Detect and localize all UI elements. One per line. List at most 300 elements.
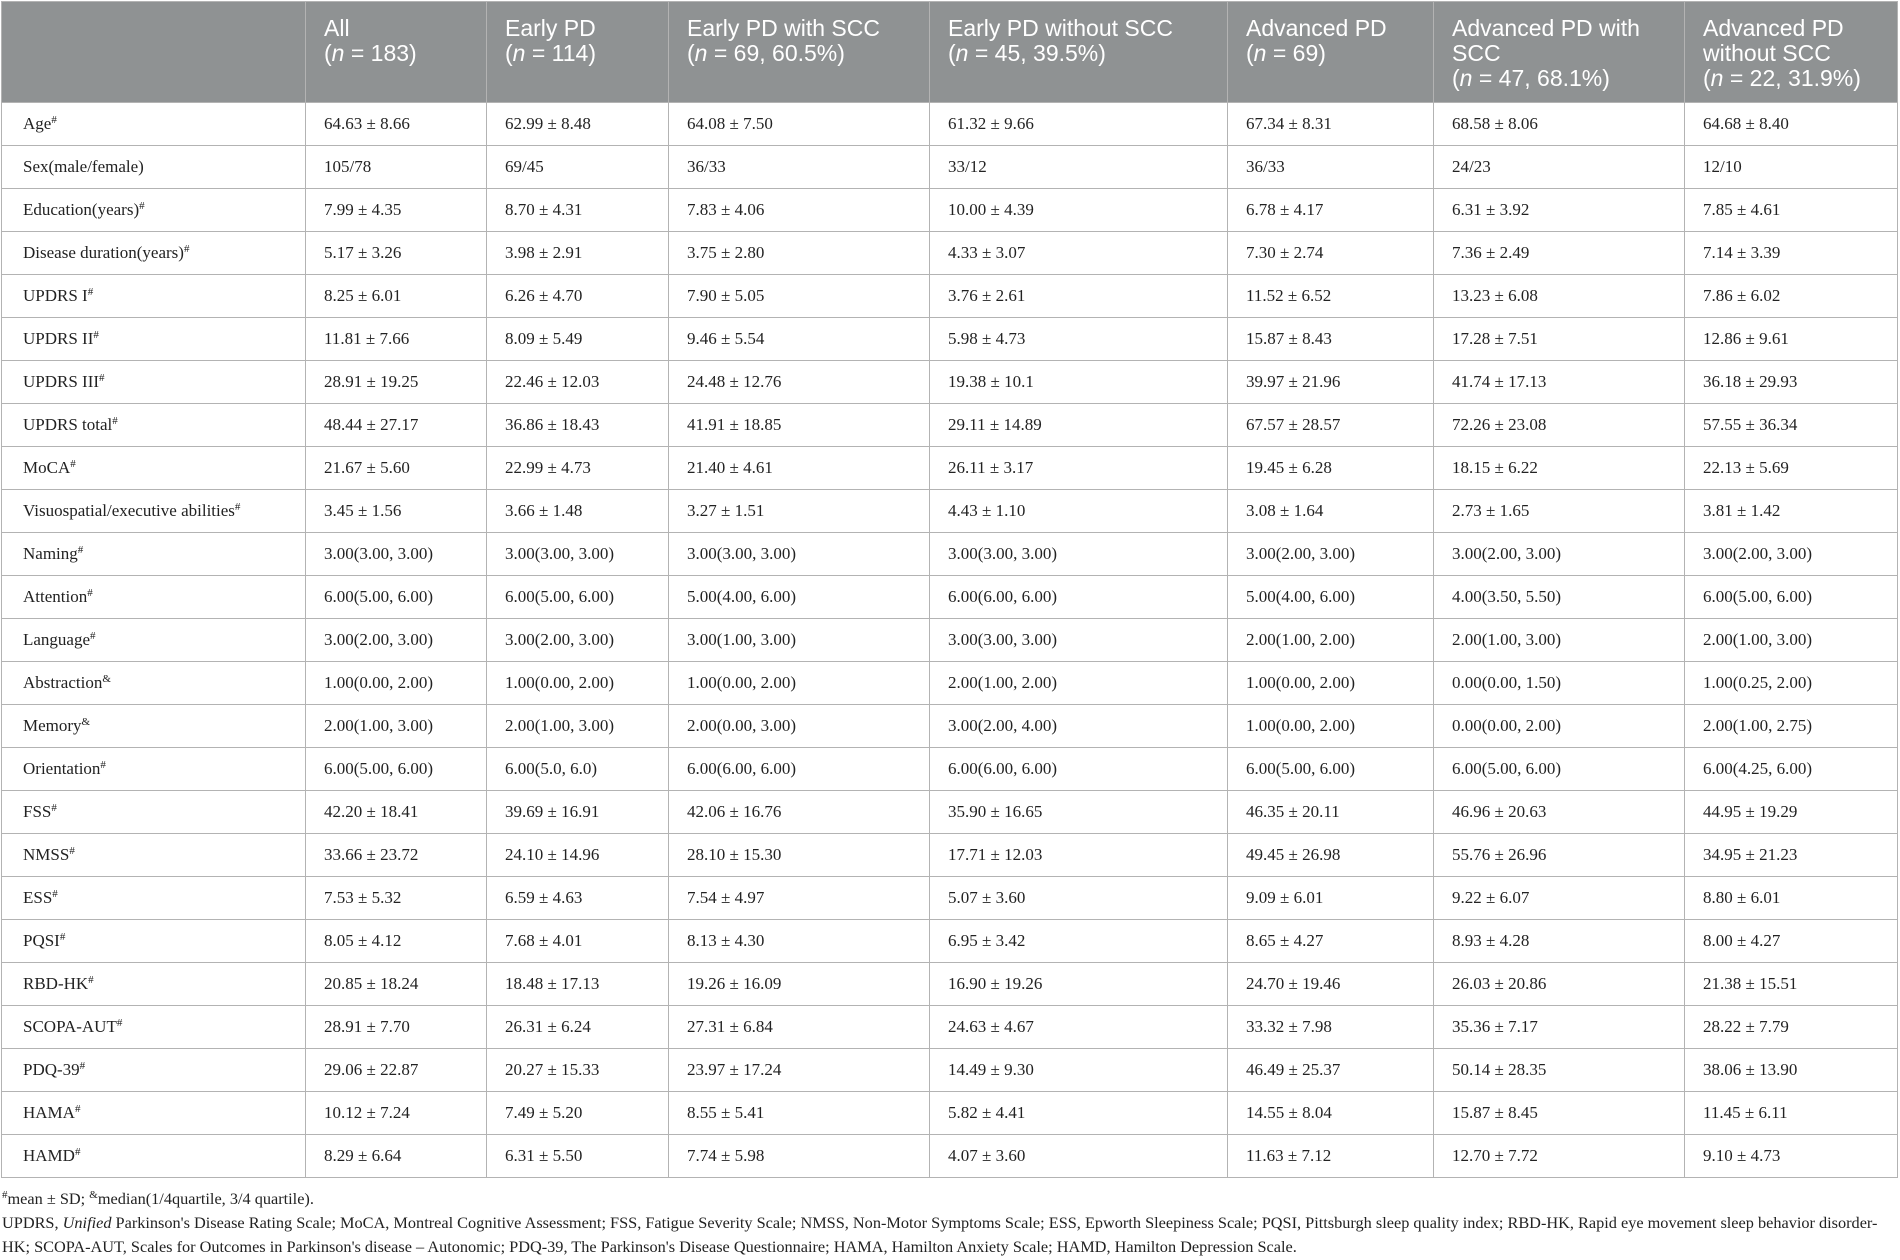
row-label-marker: & (81, 716, 91, 728)
value-cell: 3.00(2.00, 3.00) (1685, 533, 1898, 576)
row-label-cell (2, 963, 306, 1006)
value-cell: 67.57 ± 28.57 (1228, 404, 1434, 447)
row-label: PQSI (23, 931, 60, 950)
value-cell: 7.99 ± 4.35 (306, 189, 487, 232)
value-cell: 46.49 ± 25.37 (1228, 1049, 1434, 1092)
abbreviation-lead: UPDRS, (2, 1213, 63, 1232)
value-cell: 68.58 ± 8.06 (1434, 103, 1685, 146)
value-cell: 8.09 ± 5.49 (487, 318, 669, 361)
n-symbol: n (694, 40, 708, 66)
value-cell: 10.00 ± 4.39 (930, 189, 1228, 232)
row-label: HAMA (23, 1103, 75, 1122)
table-row (2, 1006, 1898, 1049)
table-row (2, 963, 1898, 1006)
column-header-n: (n = 69) (1246, 40, 1326, 66)
table-row (2, 447, 1898, 490)
value-cell: 24/23 (1434, 146, 1685, 189)
row-label-cell (2, 189, 306, 232)
table-row (2, 361, 1898, 404)
value-cell: 3.98 ± 2.91 (487, 232, 669, 275)
value-cell: 1.00(0.00, 2.00) (669, 662, 930, 705)
row-label-marker: & (102, 673, 111, 685)
table-row (2, 232, 1898, 275)
row-label-cell (2, 103, 306, 146)
value-cell: 57.55 ± 36.34 (1685, 404, 1898, 447)
table-row (2, 619, 1898, 662)
row-label-cell (2, 705, 306, 748)
value-cell: 3.08 ± 1.64 (1228, 490, 1434, 533)
value-cell: 64.08 ± 7.50 (669, 103, 930, 146)
table-row (2, 1049, 1898, 1092)
value-cell: 64.63 ± 8.66 (306, 103, 487, 146)
value-cell: 6.95 ± 3.42 (930, 920, 1228, 963)
value-cell: 20.27 ± 15.33 (487, 1049, 669, 1092)
value-cell: 8.00 ± 4.27 (1685, 920, 1898, 963)
row-label-cell (2, 791, 306, 834)
column-header-n: (n = 22, 31.9%) (1703, 65, 1861, 91)
value-cell: 19.38 ± 10.1 (930, 361, 1228, 404)
table-row (2, 662, 1898, 705)
value-cell: 72.26 ± 23.08 (1434, 404, 1685, 447)
value-cell: 6.31 ± 3.92 (1434, 189, 1685, 232)
row-label-marker: # (234, 501, 241, 513)
value-cell: 6.00(6.00, 6.00) (669, 748, 930, 791)
value-cell: 6.59 ± 4.63 (487, 877, 669, 920)
value-cell: 4.43 ± 1.10 (930, 490, 1228, 533)
value-cell: 5.17 ± 3.26 (306, 232, 487, 275)
row-label: PDQ-39 (23, 1060, 80, 1079)
value-cell: 7.30 ± 2.74 (1228, 232, 1434, 275)
column-header-n: (n = 69, 60.5%) (687, 40, 845, 66)
value-cell: 69/45 (487, 146, 669, 189)
value-cell: 3.00(3.00, 3.00) (669, 533, 930, 576)
value-cell: 33/12 (930, 146, 1228, 189)
value-cell: 0.00(0.00, 2.00) (1434, 705, 1685, 748)
value-cell: 35.90 ± 16.65 (930, 791, 1228, 834)
value-cell: 7.85 ± 4.61 (1685, 189, 1898, 232)
value-cell: 26.11 ± 3.17 (930, 447, 1228, 490)
value-cell: 67.34 ± 8.31 (1228, 103, 1434, 146)
value-cell: 20.85 ± 18.24 (306, 963, 487, 1006)
row-label-marker: # (51, 802, 57, 814)
row-label: SCOPA-AUT (23, 1017, 117, 1036)
value-cell: 5.07 ± 3.60 (930, 877, 1228, 920)
row-label-marker: # (74, 1146, 81, 1158)
table-row (2, 834, 1898, 877)
row-label: Attention (23, 587, 88, 606)
column-header-name: Early PD without SCC (948, 15, 1173, 41)
value-cell: 2.00(1.00, 3.00) (487, 705, 669, 748)
value-cell: 12.86 ± 9.61 (1685, 318, 1898, 361)
abbreviation-text: Parkinson's Disease Rating Scale; MoCA, Montreal Cognitive Assessment; FSS, Fatigue Severity Scale; NMSS, Non-Motor Symptoms Scale; ESS, Epworth Sleepiness Scale; PQSI, Pittsburgh sleep quality index; RBD-HK, Rapid eye movement sleep behavior disorder-HK; SCOPA-AUT, Scales for Outcomes in Parkinson's disease – Autonomic; PDQ-39, The Parkinson's Disease Questionnaire; HAMA, Hamilton Anxiety Scale; HAMD, Hamilton Depression Scale. (2, 1213, 1878, 1256)
value-cell: 28.10 ± 15.30 (669, 834, 930, 877)
value-cell: 3.00(3.00, 3.00) (930, 619, 1228, 662)
row-label-cell (2, 533, 306, 576)
value-cell: 9.46 ± 5.54 (669, 318, 930, 361)
value-cell: 9.10 ± 4.73 (1685, 1135, 1898, 1178)
row-label-cell (2, 404, 306, 447)
value-cell: 35.36 ± 7.17 (1434, 1006, 1685, 1049)
n-symbol: n (1459, 65, 1473, 91)
value-cell: 33.66 ± 23.72 (306, 834, 487, 877)
table-row (2, 576, 1898, 619)
row-label-marker: # (93, 329, 99, 341)
row-label-cell (2, 490, 306, 533)
value-cell: 36.86 ± 18.43 (487, 404, 669, 447)
row-label-marker: # (70, 458, 76, 470)
value-cell: 19.26 ± 16.09 (669, 963, 930, 1006)
table-body (2, 103, 1898, 1178)
value-cell: 28.22 ± 7.79 (1685, 1006, 1898, 1049)
row-label: HAMD (23, 1146, 75, 1165)
row-label-cell (2, 275, 306, 318)
row-label-cell (2, 1006, 306, 1049)
abbreviations-footnote (2, 1211, 1894, 1259)
table-row (2, 533, 1898, 576)
value-cell: 23.97 ± 17.24 (669, 1049, 930, 1092)
row-label-marker: # (74, 1103, 81, 1115)
value-cell: 8.65 ± 4.27 (1228, 920, 1434, 963)
row-label-marker: # (99, 372, 105, 384)
value-cell: 17.71 ± 12.03 (930, 834, 1228, 877)
row-label-marker: # (100, 759, 106, 771)
value-cell: 27.31 ± 6.84 (669, 1006, 930, 1049)
value-cell: 8.25 ± 6.01 (306, 275, 487, 318)
row-label-cell (2, 662, 306, 705)
row-label-marker: # (88, 974, 94, 986)
row-label-cell (2, 232, 306, 275)
table-row (2, 748, 1898, 791)
row-label: Language (23, 630, 91, 649)
value-cell: 3.76 ± 2.61 (930, 275, 1228, 318)
column-header-n: (n = 183) (324, 40, 417, 66)
value-cell: 3.00(2.00, 3.00) (487, 619, 669, 662)
table-footnotes (2, 1187, 1894, 1259)
value-cell: 39.69 ± 16.91 (487, 791, 669, 834)
table-row (2, 189, 1898, 232)
n-symbol: n (512, 40, 526, 66)
value-cell: 55.76 ± 26.96 (1434, 834, 1685, 877)
value-cell: 8.70 ± 4.31 (487, 189, 669, 232)
value-cell: 6.31 ± 5.50 (487, 1135, 669, 1178)
value-cell: 26.03 ± 20.86 (1434, 963, 1685, 1006)
value-cell: 2.00(1.00, 3.00) (306, 705, 487, 748)
table-row (2, 318, 1898, 361)
value-cell: 41.91 ± 18.85 (669, 404, 930, 447)
value-cell: 7.54 ± 4.97 (669, 877, 930, 920)
value-cell: 4.33 ± 3.07 (930, 232, 1228, 275)
table-row (2, 791, 1898, 834)
value-cell: 3.00(3.00, 3.00) (487, 533, 669, 576)
table-row (2, 877, 1898, 920)
row-label-cell (2, 748, 306, 791)
column-header (669, 2, 930, 103)
value-cell: 1.00(0.00, 2.00) (1228, 662, 1434, 705)
value-cell: 42.06 ± 16.76 (669, 791, 930, 834)
value-cell: 3.00(2.00, 3.00) (1434, 533, 1685, 576)
value-cell: 0.00(0.00, 1.50) (1434, 662, 1685, 705)
column-header (1685, 2, 1898, 103)
row-label-marker: # (139, 200, 145, 212)
column-header (1228, 2, 1434, 103)
value-cell: 6.00(4.25, 6.00) (1685, 748, 1898, 791)
value-cell: 4.00(3.50, 5.50) (1434, 576, 1685, 619)
row-label: Education(years) (23, 200, 140, 219)
row-label: Naming (23, 544, 78, 563)
value-cell: 1.00(0.25, 2.00) (1685, 662, 1898, 705)
row-label-cell (2, 447, 306, 490)
value-cell: 15.87 ± 8.45 (1434, 1092, 1685, 1135)
value-cell: 7.74 ± 5.98 (669, 1135, 930, 1178)
mean-sd-note: mean ± SD; (7, 1189, 90, 1208)
value-cell: 24.63 ± 4.67 (930, 1006, 1228, 1049)
table-row (2, 920, 1898, 963)
row-label: Sex(male/female) (23, 157, 144, 176)
row-label-cell (2, 318, 306, 361)
row-label: UPDRS total (23, 415, 113, 434)
value-cell: 26.31 ± 6.24 (487, 1006, 669, 1049)
row-label: ESS (23, 888, 53, 907)
value-cell: 24.70 ± 19.46 (1228, 963, 1434, 1006)
value-cell: 6.00(6.00, 6.00) (930, 576, 1228, 619)
column-header-name: All (324, 15, 350, 41)
value-cell: 3.00(3.00, 3.00) (930, 533, 1228, 576)
value-cell: 7.49 ± 5.20 (487, 1092, 669, 1135)
value-cell: 8.55 ± 5.41 (669, 1092, 930, 1135)
value-cell: 3.00(2.00, 4.00) (930, 705, 1228, 748)
row-label: UPDRS III (23, 372, 100, 391)
n-symbol: n (1710, 65, 1724, 91)
value-cell: 21.40 ± 4.61 (669, 447, 930, 490)
column-header-name: Advanced PD without SCC (1703, 15, 1844, 66)
value-cell: 14.55 ± 8.04 (1228, 1092, 1434, 1135)
value-cell: 7.14 ± 3.39 (1685, 232, 1898, 275)
row-label-cell (2, 146, 306, 189)
value-cell: 7.83 ± 4.06 (669, 189, 930, 232)
value-cell: 3.81 ± 1.42 (1685, 490, 1898, 533)
row-label: UPDRS I (23, 286, 88, 305)
value-cell: 22.13 ± 5.69 (1685, 447, 1898, 490)
value-cell: 12.70 ± 7.72 (1434, 1135, 1685, 1178)
row-label-marker: # (87, 587, 93, 599)
value-cell: 29.06 ± 22.87 (306, 1049, 487, 1092)
row-label-cell (2, 1135, 306, 1178)
value-cell: 6.00(5.00, 6.00) (306, 576, 487, 619)
value-cell: 8.13 ± 4.30 (669, 920, 930, 963)
value-cell: 9.22 ± 6.07 (1434, 877, 1685, 920)
statistics-footnote (2, 1187, 1894, 1211)
row-label-marker: # (112, 415, 118, 427)
value-cell: 4.07 ± 3.60 (930, 1135, 1228, 1178)
row-label-cell (2, 920, 306, 963)
value-cell: 8.80 ± 6.01 (1685, 877, 1898, 920)
column-header (930, 2, 1228, 103)
row-label-marker: # (90, 630, 96, 642)
value-cell: 6.00(5.00, 6.00) (487, 576, 669, 619)
row-label-cell (2, 361, 306, 404)
value-cell: 62.99 ± 8.48 (487, 103, 669, 146)
value-cell: 21.38 ± 15.51 (1685, 963, 1898, 1006)
row-label-cell (2, 1092, 306, 1135)
value-cell: 8.05 ± 4.12 (306, 920, 487, 963)
header-row (2, 2, 1898, 103)
value-cell: 3.75 ± 2.80 (669, 232, 930, 275)
n-symbol: n (955, 40, 969, 66)
column-header-name: Early PD (505, 15, 596, 41)
value-cell: 8.93 ± 4.28 (1434, 920, 1685, 963)
column-header (306, 2, 487, 103)
value-cell: 61.32 ± 9.66 (930, 103, 1228, 146)
value-cell: 6.00(5.00, 6.00) (1228, 748, 1434, 791)
value-cell: 9.09 ± 6.01 (1228, 877, 1434, 920)
value-cell: 11.81 ± 7.66 (306, 318, 487, 361)
row-label-cell (2, 576, 306, 619)
value-cell: 49.45 ± 26.98 (1228, 834, 1434, 877)
row-label-marker: # (87, 286, 94, 298)
value-cell: 6.00(5.00, 6.00) (1434, 748, 1685, 791)
column-header-name: Advanced PD (1246, 15, 1387, 41)
table-row (2, 490, 1898, 533)
value-cell: 36/33 (1228, 146, 1434, 189)
value-cell: 36.18 ± 29.93 (1685, 361, 1898, 404)
ampersand-marker: & (89, 1189, 98, 1201)
n-symbol: n (331, 40, 345, 66)
value-cell: 2.00(1.00, 2.00) (930, 662, 1228, 705)
value-cell: 6.26 ± 4.70 (487, 275, 669, 318)
value-cell: 1.00(0.00, 2.00) (306, 662, 487, 705)
table-row (2, 404, 1898, 447)
row-label: Visuospatial/executive abilities (23, 501, 235, 520)
value-cell: 28.91 ± 19.25 (306, 361, 487, 404)
row-label: RBD-HK (23, 974, 89, 993)
value-cell: 22.99 ± 4.73 (487, 447, 669, 490)
row-label-marker: # (51, 114, 57, 126)
value-cell: 39.97 ± 21.96 (1228, 361, 1434, 404)
value-cell: 6.00(5.00, 6.00) (1685, 576, 1898, 619)
value-cell: 3.66 ± 1.48 (487, 490, 669, 533)
value-cell: 105/78 (306, 146, 487, 189)
value-cell: 34.95 ± 21.23 (1685, 834, 1898, 877)
row-label-marker: # (116, 1017, 123, 1029)
column-header-n: (n = 114) (505, 40, 597, 66)
value-cell: 38.06 ± 13.90 (1685, 1049, 1898, 1092)
value-cell: 2.00(1.00, 3.00) (1434, 619, 1685, 662)
value-cell: 6.00(5.00, 6.00) (306, 748, 487, 791)
value-cell: 6.00(5.0, 6.0) (487, 748, 669, 791)
row-label: NMSS (23, 845, 70, 864)
row-label-marker: # (52, 888, 58, 900)
value-cell: 33.32 ± 7.98 (1228, 1006, 1434, 1049)
abbreviation-italic-word: Unified (62, 1213, 112, 1232)
value-cell: 2.73 ± 1.65 (1434, 490, 1685, 533)
value-cell: 13.23 ± 6.08 (1434, 275, 1685, 318)
value-cell: 42.20 ± 18.41 (306, 791, 487, 834)
value-cell: 10.12 ± 7.24 (306, 1092, 487, 1135)
row-label-marker: # (79, 1060, 86, 1072)
table-header (2, 2, 1898, 103)
value-cell: 46.96 ± 20.63 (1434, 791, 1685, 834)
table-row (2, 146, 1898, 189)
value-cell: 19.45 ± 6.28 (1228, 447, 1434, 490)
value-cell: 15.87 ± 8.43 (1228, 318, 1434, 361)
table-row (2, 1092, 1898, 1135)
value-cell: 7.36 ± 2.49 (1434, 232, 1685, 275)
value-cell: 22.46 ± 12.03 (487, 361, 669, 404)
median-note: median(1/4quartile, 3/4 quartile). (97, 1189, 314, 1208)
value-cell: 41.74 ± 17.13 (1434, 361, 1685, 404)
value-cell: 64.68 ± 8.40 (1685, 103, 1898, 146)
column-header-n: (n = 45, 39.5%) (948, 40, 1106, 66)
value-cell: 16.90 ± 19.26 (930, 963, 1228, 1006)
row-label-cell (2, 619, 306, 662)
value-cell: 1.00(0.00, 2.00) (487, 662, 669, 705)
value-cell: 5.00(4.00, 6.00) (1228, 576, 1434, 619)
row-label: Disease duration(years) (23, 243, 184, 262)
value-cell: 17.28 ± 7.51 (1434, 318, 1685, 361)
value-cell: 3.00(2.00, 3.00) (1228, 533, 1434, 576)
row-label: Abstraction (23, 673, 103, 692)
value-cell: 3.00(3.00, 3.00) (306, 533, 487, 576)
value-cell: 7.86 ± 6.02 (1685, 275, 1898, 318)
row-label-marker: # (69, 845, 75, 857)
value-cell: 24.48 ± 12.76 (669, 361, 930, 404)
value-cell: 11.63 ± 7.12 (1228, 1135, 1434, 1178)
value-cell: 14.49 ± 9.30 (930, 1049, 1228, 1092)
value-cell: 18.48 ± 17.13 (487, 963, 669, 1006)
value-cell: 6.00(6.00, 6.00) (930, 748, 1228, 791)
row-label-cell (2, 834, 306, 877)
value-cell: 46.35 ± 20.11 (1228, 791, 1434, 834)
column-header (487, 2, 669, 103)
row-label-marker: # (183, 243, 190, 255)
table-row (2, 103, 1898, 146)
table-row (2, 275, 1898, 318)
value-cell: 2.00(1.00, 2.75) (1685, 705, 1898, 748)
hash-marker: # (2, 1189, 8, 1201)
value-cell: 3.45 ± 1.56 (306, 490, 487, 533)
value-cell: 21.67 ± 5.60 (306, 447, 487, 490)
value-cell: 3.00(1.00, 3.00) (669, 619, 930, 662)
column-header-n: (n = 47, 68.1%) (1452, 65, 1610, 91)
value-cell: 8.29 ± 6.64 (306, 1135, 487, 1178)
row-label: MoCA (23, 458, 71, 477)
value-cell: 5.00(4.00, 6.00) (669, 576, 930, 619)
column-header (1434, 2, 1685, 103)
header-corner-cell (2, 2, 306, 103)
row-label: Age (23, 114, 52, 133)
value-cell: 7.90 ± 5.05 (669, 275, 930, 318)
value-cell: 11.52 ± 6.52 (1228, 275, 1434, 318)
value-cell: 24.10 ± 14.96 (487, 834, 669, 877)
value-cell: 5.98 ± 4.73 (930, 318, 1228, 361)
value-cell: 36/33 (669, 146, 930, 189)
value-cell: 29.11 ± 14.89 (930, 404, 1228, 447)
row-label: FSS (23, 802, 52, 821)
value-cell: 7.68 ± 4.01 (487, 920, 669, 963)
value-cell: 18.15 ± 6.22 (1434, 447, 1685, 490)
table-row (2, 705, 1898, 748)
value-cell: 1.00(0.00, 2.00) (1228, 705, 1434, 748)
value-cell: 48.44 ± 27.17 (306, 404, 487, 447)
value-cell: 2.00(0.00, 3.00) (669, 705, 930, 748)
row-label-cell (2, 877, 306, 920)
value-cell: 6.78 ± 4.17 (1228, 189, 1434, 232)
value-cell: 2.00(1.00, 2.00) (1228, 619, 1434, 662)
value-cell: 50.14 ± 28.35 (1434, 1049, 1685, 1092)
value-cell: 2.00(1.00, 3.00) (1685, 619, 1898, 662)
row-label: Orientation (23, 759, 101, 778)
row-label-marker: # (59, 931, 66, 943)
